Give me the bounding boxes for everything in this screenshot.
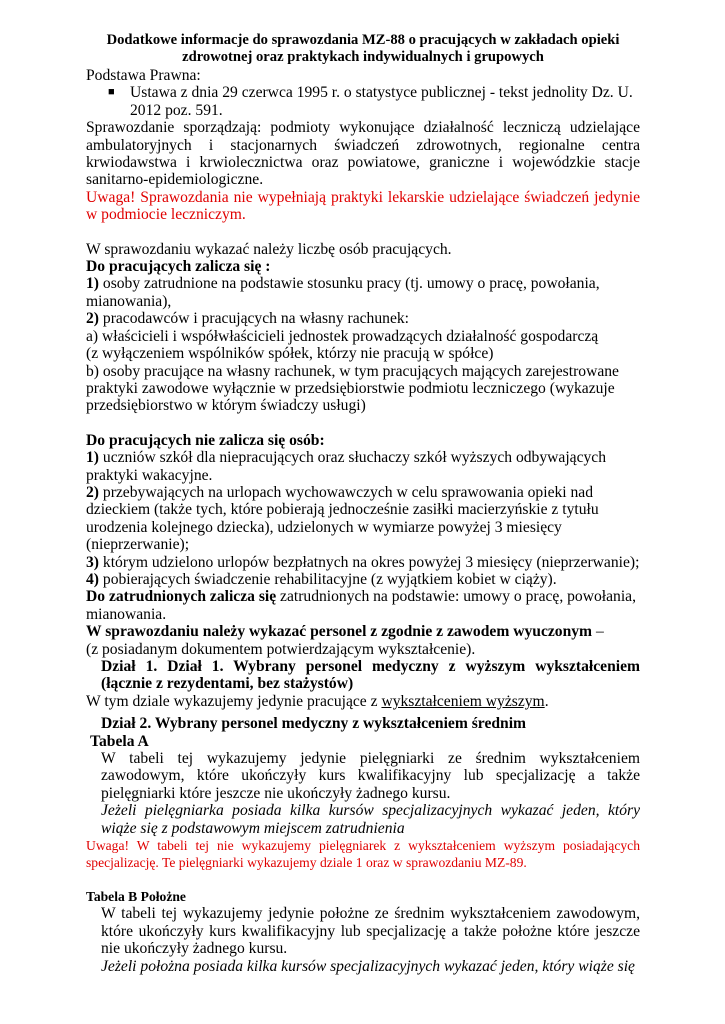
count-intro: W sprawozdaniu wykazać należy liczbę osób pracujących.: [86, 240, 452, 258]
section-1-text: W tym dziale wykazujemy jedynie pracujące z wykształceniem wyższym.: [86, 692, 549, 710]
included-item-2a-note: (z wyłączeniem wspólników spółek, którzy nie pracują w spółce): [86, 345, 494, 363]
included-item-2b: b) osoby pracujące na własny rachunek, w tym pracujących mających zarejestrowane praktyki zawodowe wyłącznie w przedsiębiorstwie podmiotu leczniczego (wykazuje przedsiębiorstwo w którym świadczy usługi): [86, 362, 619, 415]
included-item-2a: a) właścicieli i współwłaścicieli jednostek prowadzących działalność gospodarczą: [86, 327, 599, 345]
document-title: [86, 32, 640, 66]
table-a-italic-note: Jeżeli pielęgniarka posiada kilka kursów specjalizacyjnych wykazać jeden, który wiąże się z podstawowym miejscem zatrudnienia: [101, 802, 640, 837]
title-line-2: zdrowotnej oraz praktykach indywidualnych i grupowych: [182, 49, 544, 65]
table-b-heading: Tabela B Położne: [86, 889, 186, 905]
legal-basis-text: Ustawa z dnia 29 czerwca 1995 r. o statystyce publicznej - tekst jednolity Dz. U. 2012 poz. 591.: [130, 84, 633, 119]
section-2-heading: Dział 2. Wybrany personel medyczny z wykształceniem średnim: [101, 715, 527, 733]
table-b-italic-note: Jeżeli położna posiada kilka kursów specjalizacyjnych wykazać jeden, który wiąże się: [101, 957, 635, 975]
profession-note: (z posiadanym dokumentem potwierdzającym wykształcenie).: [86, 640, 476, 658]
included-item-2: 2) pracodawców i pracujących na własny rachunek:: [86, 310, 410, 328]
excluded-item-4: 4) pobierających świadczenie rehabilitacyjne (z wyjątkiem kobiet w ciąży).: [86, 570, 557, 588]
excluded-heading: Do pracujących nie zalicza się osób:: [86, 431, 325, 449]
section-1-heading: Dział 1. Dział 1. Wybrany personel medyczny z wyższym wykształceniem (łącznie z rezydentami, bez stażystów): [101, 658, 640, 693]
reporters-paragraph: Sprawozdanie sporządzają: podmioty wykonujące działalność leczniczą udzielające ambulatoryjnych i stacjonarnych świadczeń zdrowotnych, regionalne centra krwiodawstwa i krwiolecznictwa oraz powiatowe, graniczne i wojewódzkie stacje sanitarno-epidemiologiczne.: [86, 119, 640, 189]
employed-paragraph: Do zatrudnionych zalicza się zatrudnionych na podstawie: umowy o pracę, powołania, mianowania.: [86, 588, 636, 623]
legal-basis-label: Podstawa Prawna:: [86, 67, 201, 84]
profession-paragraph: W sprawozdaniu należy wykazać personel z zgodnie z zawodem wyuczonym –: [86, 623, 604, 641]
legal-basis-item: [86, 84, 640, 119]
excluded-item-1: 1) uczniów szkół dla niepracujących oraz słuchaczy szkół wyższych odbywających praktyki wakacyjne.: [86, 449, 607, 484]
included-heading: Do pracujących zalicza się :: [86, 258, 271, 276]
table-a-heading: Tabela A: [90, 732, 149, 750]
document-page: [86, 32, 640, 975]
excluded-item-2: 2) przebywających na urlopach wychowawczych w celu sprawowania opieki nad dzieckiem (także tych, które pobierają jednocześnie zasiłki macierzyńskie z tytułu urodzenia kolejnego dziecka), udzielonych w wymiarze powyżej 3 miesięcy (nieprzerwanie);: [86, 483, 599, 554]
square-bullet-icon: ■: [108, 86, 115, 99]
title-line-1: Dodatkowe informacje do sprawozdania MZ-88 o pracujących w zakładach opieki: [106, 32, 620, 48]
warning-paragraph-1: Uwaga! Sprawozdania nie wypełniają praktyki lekarskie udzielające świadczeń jedynie w podmiocie leczniczym.: [86, 188, 640, 224]
table-b-text: W tabeli tej wykazujemy jedynie położne ze średnim wykształceniem zawodowym, które ukończyły kurs kwalifikacyjny lub specjalizację a także położne które jeszcze nie ukończyły żadnego kursu.: [101, 905, 640, 958]
excluded-item-3: 3) którym udzielono urlopów bezpłatnych na okres powyżej 3 miesięcy (nieprzerwanie);: [86, 553, 640, 571]
table-a-text: W tabeli tej wykazujemy jedynie pielęgniarki ze średnim wykształceniem zawodowym, które ukończyły kurs kwalifikacyjny lub specjalizację a także pielęgniarki które jeszcze nie ukończyły żadnego kursu.: [101, 750, 640, 802]
warning-paragraph-2: Uwaga! W tabeli tej nie wykazujemy pielęgniarek z wykształceniem wyższym posiadających specjalizację. Te pielęgniarki wykazujemy dziale 1 oraz w sprawozdaniu MZ-89.: [86, 838, 640, 871]
included-item-1: 1) osoby zatrudnione na podstawie stosunku pracy (tj. umowy o pracę, powołania, mianowania),: [86, 275, 600, 310]
